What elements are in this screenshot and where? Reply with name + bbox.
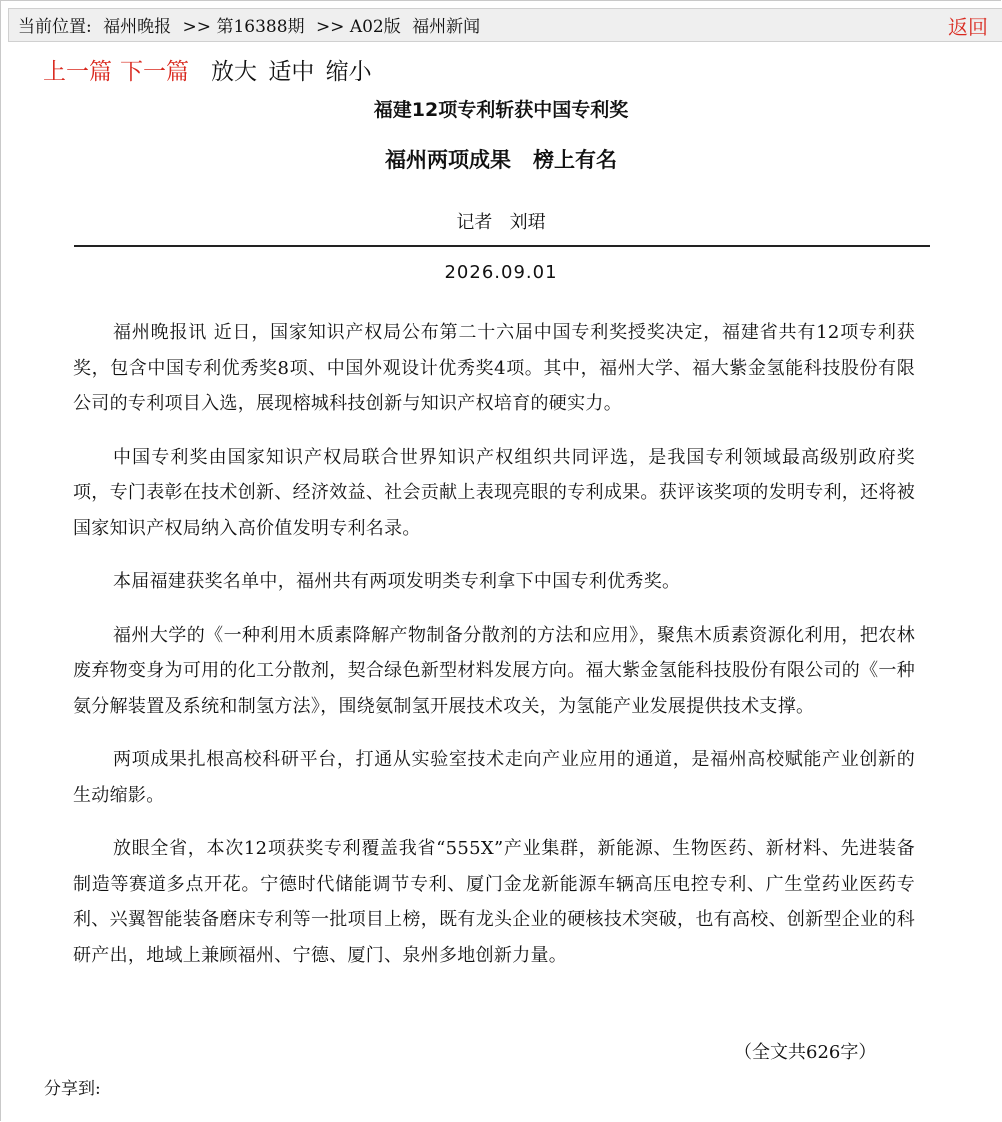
article-paragraph: 福州大学的《一种利用木质素降解产物制备分散剂的方法和应用》，聚焦木质素资源化利用，把农林废弃物变身为可用的化工分散剂，契合绿色新型材料发展方向。福大紫金氢能科技股份有限公司的《一种氨分解装置及系统和制氢方法》，围绕氨制氢开展技术攻关，为氢能产业发展提供技术支撑。 xyxy=(73,624,915,717)
breadcrumb-issue-link[interactable]: >> 第16388期 xyxy=(182,17,305,37)
breadcrumb xyxy=(18,17,486,37)
article-subtitle: 福州两项成果 榜上有名 xyxy=(385,148,617,172)
article-body xyxy=(73,315,915,991)
zoom-in-link[interactable]: 放大 xyxy=(211,59,257,85)
article-byline: 记者 刘珺 xyxy=(456,212,546,233)
next-article-link[interactable]: 下一篇 xyxy=(120,59,189,85)
location-bar xyxy=(8,8,1002,42)
article-toolbar xyxy=(43,58,376,86)
article-paragraph: 放眼全省，本次12项获奖专利覆盖我省“555X”产业集群，新能源、生物医药、新材料、先进装备制造等赛道多点开花。宁德时代储能调节专利、厦门金龙新能源车辆高压电控专利、广生堂药业医药专利、兴翼智能装备磨床专利等一批项目上榜，既有龙头企业的硬核技术突破，也有高校、创新型企业的科研产出，地域上兼顾福州、宁德、厦门、泉州多地创新力量。 xyxy=(73,838,915,966)
breadcrumb-prefix: 当前位置: xyxy=(18,17,92,37)
breadcrumb-page-link[interactable]: >> A02版 xyxy=(315,17,401,37)
article-paragraph: 两项成果扎根高校科研平台，打通从实验室技术走向产业应用的通道，是福州高校赋能产业创新的生动缩影。 xyxy=(73,749,915,806)
article-paragraph: 本届福建获奖名单中，福州共有两项发明类专利拿下中国专利优秀奖。 xyxy=(113,571,681,592)
breadcrumb-section-link[interactable]: 福州新闻 xyxy=(412,17,481,37)
article-title: 福建12项专利斩获中国专利奖 xyxy=(373,99,629,121)
zoom-fit-link[interactable]: 适中 xyxy=(268,59,315,85)
share-label: 分享到: xyxy=(44,1079,101,1099)
title-divider xyxy=(74,245,930,247)
zoom-out-link[interactable]: 缩小 xyxy=(325,59,372,85)
article-paragraph: 中国专利奖由国家知识产权局联合世界知识产权组织共同评选，是我国专利领域最高级别政府奖项，专门表彰在技术创新、经济效益、社会贡献上表现亮眼的专利成果。获评该奖项的发明专利，还将被国家知识产权局纳入高价值发明专利名录。 xyxy=(73,446,915,539)
breadcrumb-paper-link[interactable]: 福州晚报 xyxy=(103,17,172,37)
prev-article-link[interactable]: 上一篇 xyxy=(43,59,112,85)
word-count: （全文共626字） xyxy=(734,1042,877,1063)
article-paragraph: 福州晚报讯 近日，国家知识产权局公布第二十六届中国专利奖授奖决定，福建省共有12项专利获奖，包含中国专利优秀奖8项、中国外观设计优秀奖4项。其中，福州大学、福大紫金氢能科技股份有限公司的专利项目入选，展现榕城科技创新与知识产权培育的硬实力。 xyxy=(73,322,915,414)
back-link[interactable]: 返回 xyxy=(948,15,988,39)
article-date: 2026.09.01 xyxy=(444,262,558,283)
